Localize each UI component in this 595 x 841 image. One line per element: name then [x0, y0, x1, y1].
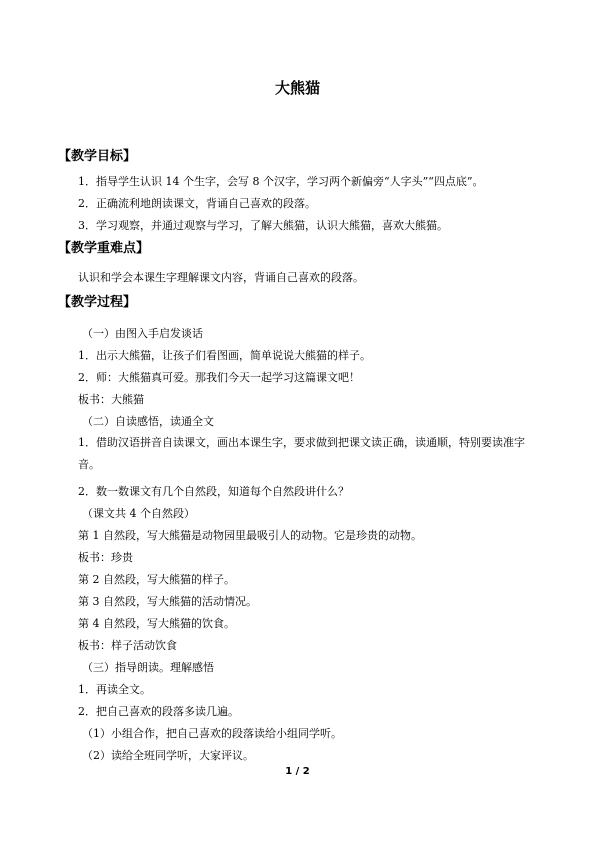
process-line: （二）自读感悟，读通全文 [82, 415, 214, 428]
process-line: （三）指导朗读。理解感悟 [82, 661, 214, 674]
process-line: 板书：珍贵 [78, 551, 133, 564]
process-line: 2．师：大熊猫真可爱。那我们今天一起学习这篇课文吧！ [78, 371, 360, 384]
process-line: 1．出示大熊猫，让孩子们看图画，简单说说大熊猫的样子。 [78, 349, 371, 362]
goal-item-2: 2．正确流利地朗读课文，背诵自己喜欢的段落。 [78, 197, 316, 210]
process-line: （1）小组合作，把自己喜欢的段落读给小组同学听。 [82, 727, 342, 740]
page-number: 1 / 2 [285, 766, 310, 777]
process-line: （一）由图入手启发谈话 [82, 327, 203, 340]
process-line: （2）读给全班同学听，大家评议。 [82, 749, 254, 762]
section-heading-goals: 【教学目标】 [58, 149, 137, 164]
process-line: 2．把自己喜欢的段落多读几遍。 [78, 705, 239, 718]
goal-item-3: 3．学习观察，并通过观察与学习，了解大熊猫，认识大熊猫，喜欢大熊猫。 [78, 219, 448, 232]
section-heading-process: 【教学过程】 [58, 295, 137, 310]
process-line: 第 3 自然段，写大熊猫的活动情况。 [78, 595, 257, 608]
process-line: 第 4 自然段，写大熊猫的饮食。 [78, 617, 235, 630]
process-line: 板书：大熊猫 [78, 393, 144, 406]
process-line: 第 2 自然段，写大熊猫的样子。 [78, 573, 235, 586]
key-points-text: 认识和学会本课生字理解课文内容，背诵自己喜欢的段落。 [78, 271, 364, 284]
process-line: 1．再读全文。 [78, 683, 151, 696]
process-line: （课文共 4 个自然段） [82, 507, 195, 520]
process-line-wrapped: 1．借助汉语拼音自读课文，画出本课生字，要求做到把课文读正确，读通顺，特别要读准字音。 [78, 436, 525, 471]
page-title: 大熊猫 [274, 79, 320, 97]
process-line: 第 1 自然段，写大熊猫是动物园里最吸引人的动物。它是珍贵的动物。 [78, 529, 422, 542]
process-line: 板书：样子活动饮食 [78, 639, 177, 652]
section-heading-key-points: 【教学重难点】 [58, 241, 150, 256]
process-line: 2．数一数课文有几个自然段，知道每个自然段讲什么？ [78, 485, 349, 498]
goal-item-1: 1．指导学生认识 14 个生字，会写 8 个汉字，学习两个新偏旁“人字头”“四点底”。 [78, 175, 484, 188]
